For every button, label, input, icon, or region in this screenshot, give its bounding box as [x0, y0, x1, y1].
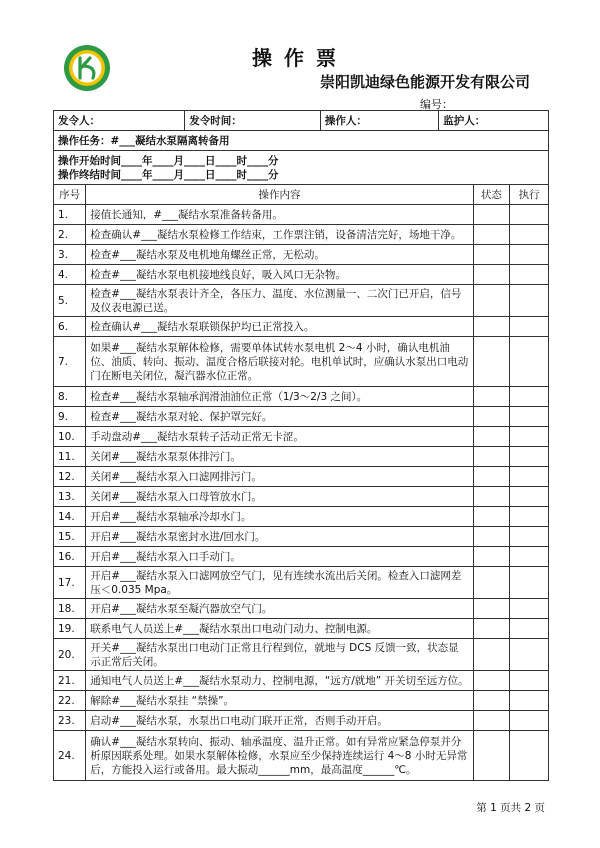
step-content: 开启#___凝结水泵轴承冷却水门。 [86, 507, 473, 527]
step-content: 手动盘动#___凝结水泵转子活动正常无卡涩。 [86, 427, 473, 447]
table-row [54, 387, 549, 407]
step-number: 5. [54, 285, 86, 317]
step-status-cell[interactable] [473, 619, 510, 639]
table-row [54, 467, 549, 487]
step-status-cell[interactable] [473, 205, 510, 225]
step-exec-cell[interactable] [510, 731, 549, 781]
step-number: 15. [54, 527, 86, 547]
step-content: 开启#___凝结水泵入口滤网放空气门，见有连续水流出后关闭。检查入口滤网差压＜0.035 Mpa。 [86, 567, 473, 599]
step-exec-cell[interactable] [510, 527, 549, 547]
step-content: 关闭#___凝结水泵入口滤网排污门。 [86, 467, 473, 487]
step-number: 22. [54, 691, 86, 711]
step-exec-cell[interactable] [510, 567, 549, 599]
step-status-cell[interactable] [473, 527, 510, 547]
table-row [54, 711, 549, 731]
step-content: 检查#___凝结水泵轴承润滑油油位正常（1/3～2/3 之间）。 [86, 387, 473, 407]
step-number: 1. [54, 205, 86, 225]
issue-time-field[interactable]: 发令时间： [185, 111, 321, 131]
column-header-no: 序号 [54, 185, 86, 205]
step-exec-cell[interactable] [510, 547, 549, 567]
column-header-status: 状态 [473, 185, 510, 205]
table-row [54, 487, 549, 507]
step-number: 6. [54, 317, 86, 337]
step-exec-cell[interactable] [510, 265, 549, 285]
step-status-cell[interactable] [473, 671, 510, 691]
step-exec-cell[interactable] [510, 691, 549, 711]
supervisor-field[interactable]: 监护人： [439, 111, 549, 131]
step-status-cell[interactable] [473, 691, 510, 711]
step-content: 解除#___凝结水泵挂 “禁操”。 [86, 691, 473, 711]
step-status-cell[interactable] [473, 265, 510, 285]
task-field[interactable]: 操作任务：#___凝结水泵隔离转备用 [54, 131, 549, 151]
step-number: 13. [54, 487, 86, 507]
step-number: 20. [54, 639, 86, 671]
step-number: 9. [54, 407, 86, 427]
step-content: 通知电气人员送上#___凝结水泵动力、控制电源，“远方/就地” 开关切至远方位。 [86, 671, 473, 691]
table-row [54, 205, 549, 225]
step-exec-cell[interactable] [510, 619, 549, 639]
step-content: 检查#___凝结水泵电机接地线良好，吸入风口无杂物。 [86, 265, 473, 285]
step-number: 14. [54, 507, 86, 527]
step-status-cell[interactable] [473, 639, 510, 671]
step-exec-cell[interactable] [510, 671, 549, 691]
step-content: 如果#___凝结水泵解体检修，需要单体试转水泵电机 2～4 小时，确认电机油位、油质、转向、振动、温度合格后联接对轮。电机单试时，应确认水泵出口电动门在断电关闭位，凝汽器水位正常。 [86, 337, 473, 387]
step-number: 2. [54, 225, 86, 245]
step-status-cell[interactable] [473, 387, 510, 407]
step-content: 联系电气人员送上#___凝结水泵出口电动门动力、控制电源。 [86, 619, 473, 639]
step-number: 16. [54, 547, 86, 567]
step-status-cell[interactable] [473, 487, 510, 507]
step-content: 检查#___凝结水泵对轮、保护罩完好。 [86, 407, 473, 427]
step-status-cell[interactable] [473, 507, 510, 527]
step-content: 检查#___凝结水泵及电机地角螺丝正常，无松动。 [86, 245, 473, 265]
table-row [54, 225, 549, 245]
table-row [54, 619, 549, 639]
step-content: 接值长通知，#___凝结水泵准备转备用。 [86, 205, 473, 225]
step-content: 开启#___凝结水泵入口手动门。 [86, 547, 473, 567]
table-row [54, 547, 549, 567]
table-row [54, 317, 549, 337]
step-number: 24. [54, 731, 86, 781]
step-number: 18. [54, 599, 86, 619]
step-status-cell[interactable] [473, 407, 510, 427]
table-row [54, 427, 549, 447]
step-status-cell[interactable] [473, 547, 510, 567]
step-number: 3. [54, 245, 86, 265]
step-status-cell[interactable] [473, 731, 510, 781]
step-number: 23. [54, 711, 86, 731]
step-number: 7. [54, 337, 86, 387]
step-number: 11. [54, 447, 86, 467]
step-exec-cell[interactable] [510, 447, 549, 467]
step-exec-cell[interactable] [510, 467, 549, 487]
time-fields[interactable] [54, 151, 549, 185]
step-exec-cell[interactable] [510, 245, 549, 265]
step-content: 确认#___凝结水泵转向、振动、轴承温度、温升正常。如有异常应紧急停泵并分析原因联系处理。如果水泵解体检修，水泵应至少保持连续运行 4～8 小时无异常后，方能投入运行或备用。最大振动______mm，最高温度______℃。 [86, 731, 473, 781]
step-number: 21. [54, 671, 86, 691]
table-row [54, 507, 549, 527]
step-content: 检查确认#___凝结水泵检修工作结束，工作票注销，设备清洁完好，场地干净。 [86, 225, 473, 245]
table-row [54, 407, 549, 427]
operator-field[interactable]: 操作人： [320, 111, 438, 131]
step-content: 关闭#___凝结水泵泵体排污门。 [86, 447, 473, 467]
step-content: 开启#___凝结水泵至凝汽器放空气门。 [86, 599, 473, 619]
step-number: 19. [54, 619, 86, 639]
step-status-cell[interactable] [473, 225, 510, 245]
table-row [54, 599, 549, 619]
step-exec-cell[interactable] [510, 507, 549, 527]
table-row [54, 731, 549, 781]
table-row [54, 245, 549, 265]
table-row [54, 527, 549, 547]
table-row [54, 285, 549, 317]
step-status-cell[interactable] [473, 711, 510, 731]
step-content: 开启#___凝结水泵密封水进/回水门。 [86, 527, 473, 547]
page-title: 操作票 [252, 46, 348, 70]
start-time-field[interactable]: 操作开始时间____年____月____日____时____分 [58, 154, 279, 167]
step-content: 检查#___凝结水泵表计齐全，各压力、温度、水位测量一、二次门已开启，信号及仪表电源已送。 [86, 285, 473, 317]
issuer-field[interactable]: 发令人： [54, 111, 185, 131]
serial-number-label: 编号： [420, 98, 453, 111]
table-row [54, 671, 549, 691]
step-status-cell[interactable] [473, 567, 510, 599]
step-number: 4. [54, 265, 86, 285]
step-status-cell[interactable] [473, 245, 510, 265]
table-row [54, 265, 549, 285]
step-content: 检查确认#___凝结水泵联锁保护均已正常投入。 [86, 317, 473, 337]
step-exec-cell[interactable] [510, 487, 549, 507]
step-content: 关闭#___凝结水泵入口母管放水门。 [86, 487, 473, 507]
step-exec-cell[interactable] [510, 225, 549, 245]
step-number: 12. [54, 467, 86, 487]
step-exec-cell[interactable] [510, 711, 549, 731]
step-status-cell[interactable] [473, 285, 510, 317]
step-number: 10. [54, 427, 86, 447]
page-footer: 第 1 页共 2 页 [476, 802, 545, 814]
step-status-cell[interactable] [473, 447, 510, 467]
step-exec-cell[interactable] [510, 427, 549, 447]
step-exec-cell[interactable] [510, 639, 549, 671]
table-row [54, 567, 549, 599]
step-number: 17. [54, 567, 86, 599]
step-exec-cell[interactable] [510, 337, 549, 387]
step-status-cell[interactable] [473, 467, 510, 487]
company-name: 崇阳凯迪绿色能源开发有限公司 [319, 73, 530, 91]
step-exec-cell[interactable] [510, 285, 549, 317]
step-exec-cell[interactable] [510, 599, 549, 619]
table-row [54, 447, 549, 467]
step-exec-cell[interactable] [510, 387, 549, 407]
step-exec-cell[interactable] [510, 407, 549, 427]
step-status-cell[interactable] [473, 317, 510, 337]
step-content: 开关#___凝结水泵出口电动门正常且行程到位，就地与 DCS 反馈一致，状态显示正常后关闭。 [86, 639, 473, 671]
operation-ticket-table [53, 110, 549, 781]
step-status-cell[interactable] [473, 599, 510, 619]
step-status-cell[interactable] [473, 337, 510, 387]
step-number: 8. [54, 387, 86, 407]
table-row [54, 639, 549, 671]
column-header-content: 操作内容 [86, 185, 473, 205]
column-header-exec: 执行 [510, 185, 549, 205]
step-content: 启动#___凝结水泵，水泵出口电动门联开正常，否则手动开启。 [86, 711, 473, 731]
table-row [54, 691, 549, 711]
end-time-field[interactable]: 操作终结时间____年____月____日____时____分 [58, 168, 279, 181]
table-row [54, 337, 549, 387]
step-exec-cell[interactable] [510, 317, 549, 337]
step-status-cell[interactable] [473, 427, 510, 447]
step-exec-cell[interactable] [510, 205, 549, 225]
